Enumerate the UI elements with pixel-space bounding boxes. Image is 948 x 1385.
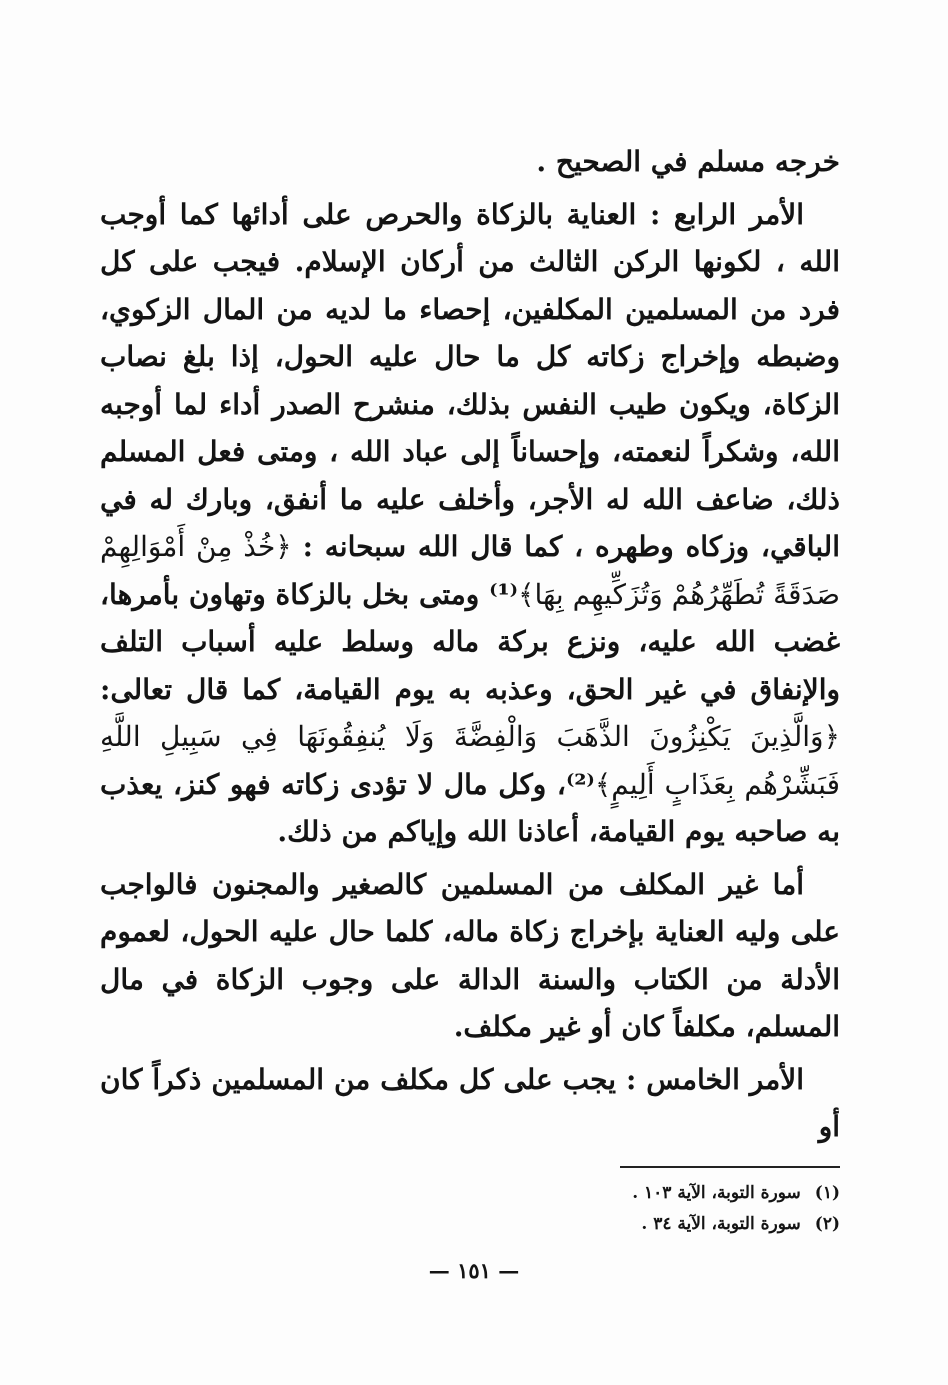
paragraph-2 <box>100 191 840 856</box>
section-lead-fourth: الأمر الرابع : <box>649 197 805 231</box>
body-text <box>100 138 840 1151</box>
footnote-1 <box>560 1178 840 1209</box>
footnote-text: سورة التوبة، الآية ٣٤ . <box>641 1214 801 1234</box>
footnote-divider <box>620 1166 840 1168</box>
quran-verse-1: ﴿خُذْ مِنْ أَمْوَالِهِمْ صَدَقَةً تُطَهِّرُهُمْ وَتُزَكِّيهِم بِهَا﴾ <box>100 530 840 611</box>
footnote-number: (٢) <box>814 1214 840 1234</box>
paragraph-text: العناية بالزكاة والحرص على أدائها كما أوجب الله ، لكونها الركن الثالث من أركان الإسلام. فيجب على كل فرد من المسلمين المكلفين، إحصاء ما لديه من المال الزكوي، وضبطه وإخراج زكاته كل ما حال عليه الحول، إذا بلغ نصاب الزكاة، ويكون طيب النفس بذلك، منشرح الصدر أداء لما أوجبه الله، وشكراً لنعمته، وإحساناً إلى عباد الله ، ومتى فعل المسلم ذلك، ضاعف الله له الأجر، وأخلف عليه ما أنفق، وبارك له في الباقي، وزكاه وطهره ، كما قال الله سبحانه : <box>100 197 840 563</box>
paragraph-text-end: ⁽²⁾، وكل مال لا تؤدى زكاته فهو كنز، يعذب به صاحبه يوم القيامة، أعاذنا الله وإياكم من ذلك. <box>100 767 840 848</box>
paragraph-text-continued: ⁽¹⁾ ومتى بخل بالزكاة وتهاون بأمرها، غضب الله عليه، ونزع بركة ماله وسلط عليه أسباب التلف والإنفاق في غير الحق، وعذبه به يوم القيامة، كما قال تعالى: <box>100 577 840 706</box>
footnotes <box>560 1178 840 1240</box>
paragraph-4 <box>100 1056 840 1151</box>
paragraph-text: يجب على كل مكلف من المسلمين ذكراً كان أو <box>100 1062 840 1143</box>
paragraph-1 <box>100 138 840 186</box>
paragraph-text: خرجه مسلم في الصحيح . <box>536 145 840 178</box>
section-lead-fifth: الأمر الخامس : <box>625 1062 805 1096</box>
paragraph-text: أما غير المكلف من المسلمين كالصغير والمجنون فالواجب على وليه العناية بإخراج زكاة ماله، كلما حال عليه الحول، لعموم الأدلة من الكتاب والسنة الدالة على وجوب الزكاة في مال المسلم، مكلفاً كان أو غير مكلف. <box>100 867 841 1043</box>
page-number: — ١٥١ — <box>428 1258 520 1283</box>
footnote-number: (١) <box>814 1183 840 1203</box>
quran-verse-2: ﴿وَالَّذِينَ يَكْنِزُونَ الذَّهَبَ وَالْفِضَّةَ وَلَا يُنفِقُونَهَا فِي سَبِيلِ اللَّهِ فَبَشِّرْهُم بِعَذَابٍ أَلِيمٍ﴾ <box>100 720 840 801</box>
footnote-2 <box>560 1209 840 1240</box>
footnote-text: سورة التوبة، الآية ١٠٣ . <box>632 1183 801 1203</box>
paragraph-3 <box>100 861 840 1051</box>
